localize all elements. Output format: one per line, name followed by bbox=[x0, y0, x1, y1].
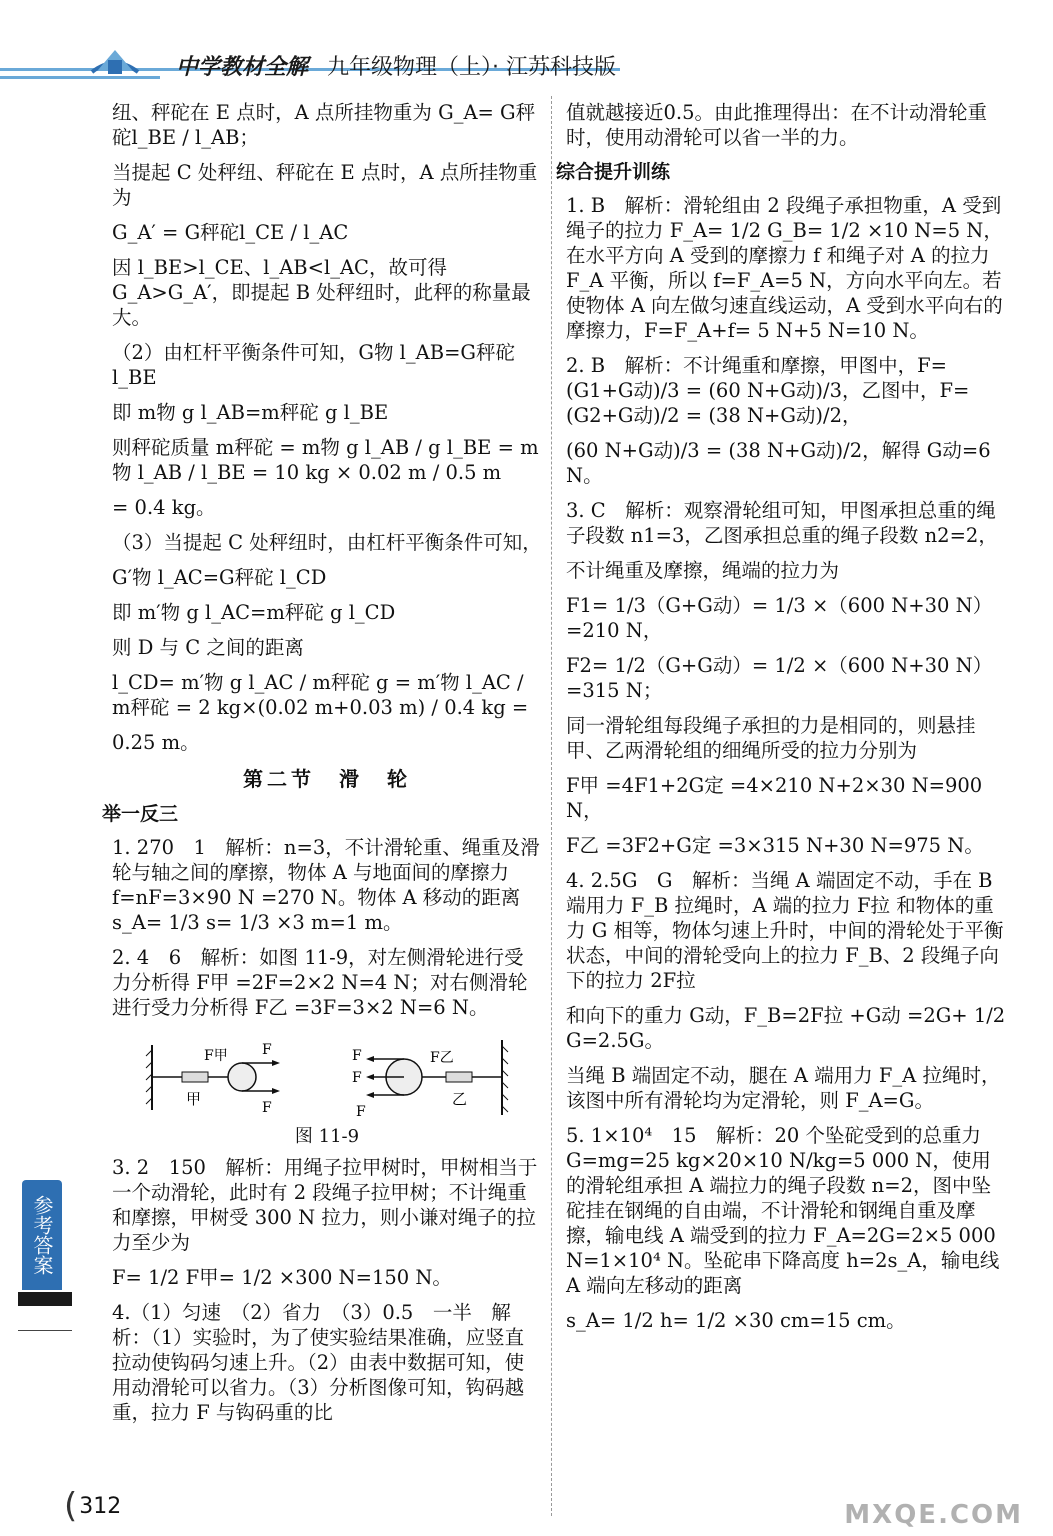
label-f-top-left: F bbox=[262, 1042, 272, 1058]
training-item-1: 1. B 解析：滑轮组由 2 段绳子承担物重，A 受到绳子的拉力 F_A= 1/2 G_B= 1/2 ×10 N=5 N，在水平方向 A 受到的摩擦力 f 和绳子对 A 的拉力 F_A 平衡，所以 f=F_A=5 N，方向水平向左。若使物体 A 向左做匀速直线运动，A 受到水平向右的摩擦力，F=F_A+f= 5 N+5 N=10 N。 bbox=[566, 194, 1003, 342]
training-item-3-fyi: F乙 =3F2+G定 =3×315 N+30 N=975 N。 bbox=[566, 834, 984, 857]
training-item-5-formula: s_A= 1/2 h= 1/2 ×30 cm=15 cm。 bbox=[566, 1309, 906, 1332]
training-item-4-cont: 当绳 B 端固定不动，腿在 A 端用力 F_A 拉绳时，该图中所有滑轮均为定滑轮，则 F_A=G。 bbox=[566, 1064, 1001, 1112]
label-f-jia: F甲 bbox=[204, 1048, 228, 1064]
training-item-3: 3. C 解析：观察滑轮组可知，甲图承担总重的绳子段数 n1=3，乙图承担总重的绳子段数 n2=2， bbox=[566, 499, 998, 547]
training-item-3-f1: F1= 1/3（G+G动）= 1/3 ×（600 N+30 N）=210 N， bbox=[566, 594, 993, 642]
label-yi: 乙 bbox=[452, 1090, 468, 1108]
answer-item-3-formula: F= 1/2 F甲= 1/2 ×300 N=150 N。 bbox=[112, 1266, 452, 1289]
left-line-3: G_A′ = G秤砣l_CE / l_AC bbox=[112, 221, 349, 244]
left-line-9: （3）当提起 C 处秤纽时，由杠杆平衡条件可知， bbox=[112, 531, 542, 554]
right-column bbox=[556, 100, 1006, 1343]
left-line-12: 则 D 与 C 之间的距离 bbox=[112, 636, 304, 659]
subsection-heading-left: 举一反三 bbox=[102, 803, 179, 825]
left-column bbox=[102, 100, 542, 1435]
page-number: ( 312 bbox=[64, 1482, 121, 1522]
training-item-5: 5. 1×10⁴ 15 解析：20 个坠砣受到的总重力 G=mg=25 kg×20×10 N/kg=5 000 N，使用的滑轮组承担 A 端拉力的绳子段数 n=2，图中坠砣挂在钢绳的自由端，不计滑轮和钢绳自重及摩擦，输电线 A 端受到的拉力 F_A=2G=2×5 000 N=1×10⁴ N。坠砣串下降高度 h=2s_A，输电线 A 端向左移动的距离 bbox=[566, 1124, 1000, 1297]
figure-caption: 图 11-9 bbox=[294, 1126, 360, 1147]
left-line-13: l_CD= m′物 g l_AC / m秤砣 g = m′物 l_AC / m秤砣 = 2 kg×(0.02 m+0.03 m) / 0.4 kg = bbox=[112, 671, 529, 719]
left-line-2: 当提起 C 处秤纽、秤砣在 E 点时，A 点所挂物重为 bbox=[112, 161, 538, 209]
side-tab-answers: 参考答案 bbox=[22, 1180, 62, 1290]
left-line-1: 纽、秤砣在 E 点时，A 点所挂物重为 G_A= G秤砣l_BE / l_AB； bbox=[112, 101, 536, 149]
label-f-yi: F乙 bbox=[430, 1050, 454, 1066]
training-item-2: 2. B 解析：不计绳重和摩擦，甲图中，F= (G1+G动)/3 = (60 N+G动)/3，乙图中，F= (G2+G动)/2 = (38 N+G动)/2， bbox=[566, 354, 970, 427]
left-line-4: 因 l_BE>l_CE、l_AB<l_AC，故可得 G_A>G_A′，即提起 B 处秤纽时，此秤的称量最大。 bbox=[112, 256, 531, 329]
right-line-1: 值就越接近0.5。由此推理得出：在不计动滑轮重时，使用动滑轮可以省一半的力。 bbox=[566, 101, 988, 149]
side-rule bbox=[18, 1330, 72, 1331]
book-title: 中学教材全解 bbox=[176, 55, 309, 80]
left-line-14: 0.25 m。 bbox=[112, 731, 200, 754]
header-title bbox=[176, 50, 616, 81]
column-divider bbox=[551, 96, 552, 1516]
section-heading: 第二节 滑 轮 bbox=[243, 767, 411, 791]
page-header bbox=[0, 0, 1053, 90]
training-item-3-fjia: F甲 =4F1+2G定 =4×210 N+2×30 N=900 N， bbox=[566, 774, 983, 822]
label-f-right-3: F bbox=[356, 1104, 366, 1120]
figure-11-9 bbox=[112, 1030, 542, 1120]
training-item-4: 4. 2.5G G 解析：当绳 A 端固定不动，手在 B 端用力 F_B 拉绳时，A 端的拉力 F拉 和物体的重力 G 相等，物体匀速上升时，中间的滑轮处于平衡状态，中间的滑轮受向上的拉力 F_B、2 段绳子向下的拉力 2F拉 bbox=[566, 869, 1004, 992]
left-line-11: 即 m′物 g l_AC=m秤砣 g l_CD bbox=[112, 601, 396, 624]
training-item-3-note: 同一滑轮组每段绳子承担的力是相同的，则悬挂甲、乙两滑轮组的细绳所受的拉力分别为 bbox=[566, 714, 976, 762]
book-subtitle: 九年级物理（上）· 江苏科技版 bbox=[327, 55, 617, 80]
label-f-bottom-left: F bbox=[262, 1100, 272, 1116]
book-logo-icon bbox=[88, 42, 142, 80]
training-item-2-cont: (60 N+G动)/3 = (38 N+G动)/2，解得 G动=6 N。 bbox=[566, 439, 991, 487]
subsection-heading-right: 综合提升训练 bbox=[556, 161, 671, 183]
left-line-5: （2）由杠杆平衡条件可知，G物 l_AB=G秤砣 l_BE bbox=[112, 341, 515, 389]
label-f-right-1: F bbox=[352, 1048, 362, 1064]
left-line-8: = 0.4 kg。 bbox=[112, 496, 216, 519]
answer-item-4: 4.（1）匀速 （2）省力 （3）0.5 一半 解析：（1）实验时，为了使实验结果准确，应竖直拉动使钩码匀速上升。（2）由表中数据可知，使用动滑轮可以省力。（3）分析图像可知，钩码越重，拉力 F 与钩码重的比 bbox=[112, 1301, 525, 1424]
left-line-6: 即 m物 g l_AB=m秤砣 g l_BE bbox=[112, 401, 389, 424]
answer-item-2: 2. 4 6 解析：如图 11-9，对左侧滑轮进行受力分析得 F甲 =2F=2×2 N=4 N；对右侧滑轮进行受力分析得 F乙 =3F=3×2 N=6 N。 bbox=[112, 946, 528, 1019]
label-f-right-2: F bbox=[352, 1070, 362, 1086]
pulley-diagram bbox=[112, 1030, 542, 1120]
training-item-4-formula: 和向下的重力 G动，F_B=2F拉 +G动 =2G+ 1/2 G=2.5G。 bbox=[566, 1004, 1006, 1052]
left-line-10: G′物 l_AC=G秤砣 l_CD bbox=[112, 566, 327, 589]
training-item-3-line: 不计绳重及摩擦，绳端的拉力为 bbox=[566, 559, 840, 582]
side-tab-base bbox=[18, 1292, 72, 1306]
label-jia: 甲 bbox=[186, 1090, 202, 1108]
answer-item-1: 1. 270 1 解析：n=3，不计滑轮重、绳重及滑轮与轴之间的摩擦，物体 A 与地面间的摩擦力 f=nF=3×90 N =270 N。物体 A 移动的距离 s_A= 1/3 s= 1/3 ×3 m=1 m。 bbox=[112, 836, 540, 934]
left-line-7: 则秤砣质量 m秤砣 = m物 g l_AB / g l_BE = m物 l_AB / l_BE = 10 kg × 0.02 m / 0.5 m bbox=[112, 436, 539, 484]
watermark: MXQE.COM bbox=[844, 1500, 1023, 1530]
answer-item-3: 3. 2 150 解析：用绳子拉甲树时，甲树相当于一个动滑轮，此时有 2 段绳子拉甲树；不计绳重和摩擦，甲树受 300 N 拉力，则小谦对绳子的拉力至少为 bbox=[112, 1156, 538, 1254]
training-item-3-f2: F2= 1/2（G+G动）= 1/2 ×（600 N+30 N）=315 N； bbox=[566, 654, 993, 702]
